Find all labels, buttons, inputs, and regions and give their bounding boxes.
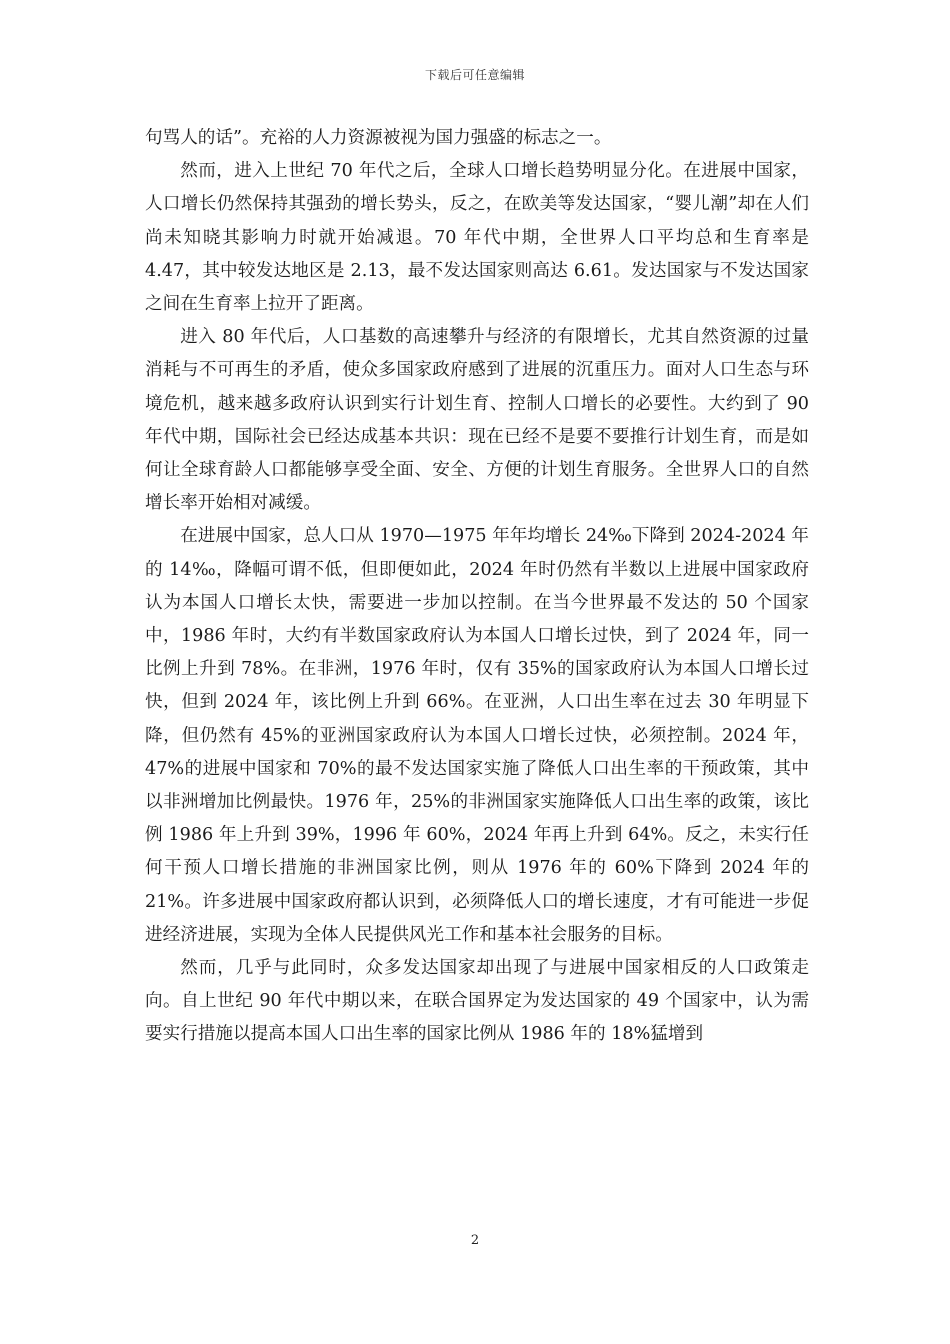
- paragraph-2: 然而，进入上世纪 70 年代之后，全球人口增长趋势明显分化。在进展中国家，人口增长仍然保持其强劲的增长势头，反之，在欧美等发达国家，“婴儿潮”却在人们尚未知晓其影响力时就开始减退。70 年代中期，全世界人口平均总和生育率是 4.47，其中较发达地区是 2.13，最不发达国家则高达 6.61。发达国家与不发达国家之间在生育率上拉开了距离。: [145, 161, 809, 315]
- document-body: [145, 122, 809, 1052]
- paragraph-3: 进入 80 年代后，人口基数的高速攀升与经济的有限增长，尤其自然资源的过量消耗与不可再生的矛盾，使众多国家政府感到了进展的沉重压力。面对人口生态与环境危机，越来越多政府认识到实行计划生育、控制人口增长的必要性。大约到了 90 年代中期，国际社会已经达成基本共识：现在已经不是要不要推行计划生育，而是如何让全球育龄人口都能够享受全面、安全、方便的计划生育服务。全世界人口的自然增长率开始相对减缓。: [145, 327, 809, 514]
- paragraph-5: 然而，几乎与此同时，众多发达国家却出现了与进展中国家相反的人口政策走向。自上世纪 90 年代中期以来，在联合国界定为发达国家的 49 个国家中，认为需要实行措施以提高本国人口出生率的国家比例从 1986 年的 18%猛增到: [145, 958, 809, 1045]
- paragraph-4: 在进展中国家，总人口从 1970—1975 年年均增长 24‰下降到 2024-2024 年的 14‰，降幅可谓不低，但即便如此，2024 年时仍然有半数以上进展中国家政府认为本国人口增长太快，需要进一步加以控制。在当今世界最不发达的 50 个国家中，1986 年时，大约有半数国家政府认为本国人口增长过快，到了 2024 年，同一比例上升到 78%。在非洲，1976 年时，仅有 35%的国家政府认为本国人口增长过快，但到 2024 年，该比例上升到 66%。在亚洲，人口出生率在过去 30 年明显下降，但仍然有 45%的亚洲国家政府认为本国人口增长过快，必须控制。2024 年，47%的进展中国家和 70%的最不发达国家实施了降低人口出生率的干预政策，其中以非洲增加比例最快。1976 年，25%的非洲国家实施降低人口出生率的政策，该比例 1986 年上升到 39%，1996 年 60%，2024 年再上升到 64%。反之，未实行任何干预人口增长措施的非洲国家比例，则从 1976 年的 60%下降到 2024 年的 21%。许多进展中国家政府都认识到，必须降低人口的增长速度，才有可能进一步促进经济进展，实现为全体人民提供风光工作和基本社会服务的目标。: [145, 526, 809, 945]
- page-header: 下载后可任意编辑: [424, 68, 525, 82]
- paragraph-1: 句骂人的话”。充裕的人力资源被视为国力强盛的标志之一。: [145, 128, 612, 148]
- page-number: 2: [470, 1233, 480, 1248]
